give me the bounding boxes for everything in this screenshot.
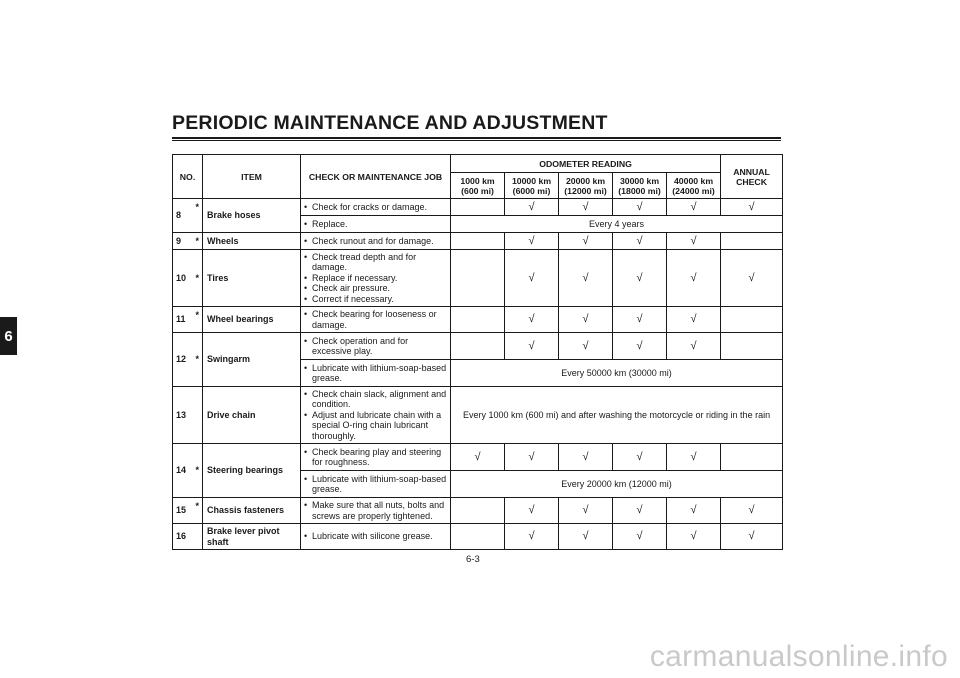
- job-line: • Check operation and for excessive play.: [304, 336, 448, 357]
- check-cell: [721, 233, 783, 250]
- header-interval: 30000 km (18000 mi): [613, 173, 667, 199]
- item-name: Chassis fasteners: [203, 498, 301, 524]
- item-name: Steering bearings: [203, 444, 301, 498]
- check-mark: √: [505, 250, 559, 307]
- table-row: [173, 498, 783, 524]
- check-mark: √: [505, 524, 559, 550]
- check-mark: √: [505, 333, 559, 360]
- check-mark: √: [505, 444, 559, 471]
- check-mark: √: [505, 233, 559, 250]
- check-mark: √: [613, 199, 667, 216]
- check-mark: √: [721, 250, 783, 307]
- check-mark: √: [559, 307, 613, 333]
- check-mark: √: [451, 444, 505, 471]
- job-line: • Check air pressure.: [304, 283, 448, 293]
- row-number: 9: [173, 233, 193, 250]
- header-annual: [721, 155, 783, 199]
- check-mark: √: [559, 199, 613, 216]
- item-name: Drive chain: [203, 387, 301, 444]
- header-annual-text: ANNUAL CHECK: [733, 166, 770, 187]
- header-job: CHECK OR MAINTENANCE JOB: [301, 155, 451, 199]
- item-name: Wheels: [203, 233, 301, 250]
- row-number: 16: [173, 524, 193, 550]
- interval-span: Every 1000 km (600 mi) and after washing the motorcycle or riding in the rain: [451, 387, 783, 444]
- title-rule: [172, 137, 781, 141]
- header-interval: 20000 km (12000 mi): [559, 173, 613, 199]
- job-line: • Make sure that all nuts, bolts and screws are properly tightened.: [304, 500, 448, 521]
- check-mark: √: [559, 524, 613, 550]
- item-name: Tires: [203, 250, 301, 307]
- interval-span: Every 20000 km (12000 mi): [451, 471, 783, 498]
- job-line: • Correct if necessary.: [304, 294, 448, 304]
- job-cell: [301, 471, 451, 498]
- job-line: • Replace if necessary.: [304, 273, 448, 283]
- check-mark: √: [667, 199, 721, 216]
- check-cell: [451, 250, 505, 307]
- header-interval: 10000 km (6000 mi): [505, 173, 559, 199]
- job-line: • Lubricate with lithium-soap-based grease.: [304, 474, 448, 495]
- header-item: ITEM: [203, 155, 301, 199]
- check-mark: √: [721, 199, 783, 216]
- asterisk-mark: [193, 387, 203, 444]
- check-mark: √: [559, 333, 613, 360]
- table-row: [173, 250, 783, 307]
- check-mark: √: [667, 333, 721, 360]
- job-cell: [301, 199, 451, 216]
- check-cell: [721, 307, 783, 333]
- check-cell: [721, 444, 783, 471]
- check-mark: √: [559, 444, 613, 471]
- job-cell: [301, 250, 451, 307]
- check-mark: √: [613, 250, 667, 307]
- row-number: 11: [173, 307, 193, 333]
- table-row: [173, 387, 783, 444]
- job-line: • Check bearing for looseness or damage.: [304, 309, 448, 330]
- job-line: • Lubricate with lithium-soap-based grease.: [304, 363, 448, 384]
- header-interval: 40000 km (24000 mi): [667, 173, 721, 199]
- job-cell: [301, 233, 451, 250]
- header-odometer: ODOMETER READING: [451, 155, 721, 173]
- table-row: [173, 333, 783, 360]
- table-row: [173, 444, 783, 471]
- check-cell: [721, 333, 783, 360]
- check-mark: √: [667, 307, 721, 333]
- job-line: • Replace.: [304, 219, 448, 229]
- interval-span: Every 50000 km (30000 mi): [451, 360, 783, 387]
- row-number: 14: [173, 444, 193, 498]
- page-number: 6-3: [466, 554, 480, 565]
- asterisk-mark: *: [193, 307, 203, 333]
- job-line: • Lubricate with silicone grease.: [304, 531, 448, 541]
- check-mark: √: [613, 307, 667, 333]
- header-no: NO.: [173, 155, 203, 199]
- row-number: 8: [173, 199, 193, 233]
- watermark[interactable]: carmanualsonline.info: [649, 640, 948, 673]
- job-line: • Check runout and for damage.: [304, 236, 448, 246]
- check-cell: [451, 498, 505, 524]
- asterisk-mark: *: [193, 233, 203, 250]
- check-mark: √: [559, 498, 613, 524]
- row-number: 15: [173, 498, 193, 524]
- asterisk-mark: *: [193, 199, 203, 233]
- check-cell: [451, 307, 505, 333]
- interval-span: Every 4 years: [451, 216, 783, 233]
- check-mark: √: [667, 498, 721, 524]
- header-interval: 1000 km (600 mi): [451, 173, 505, 199]
- job-line: • Check tread depth and for damage.: [304, 252, 448, 273]
- check-mark: √: [613, 233, 667, 250]
- check-mark: √: [667, 250, 721, 307]
- asterisk-mark: *: [193, 498, 203, 524]
- asterisk-mark: *: [193, 333, 203, 387]
- table-row: [173, 199, 783, 216]
- job-cell: [301, 387, 451, 444]
- check-mark: √: [505, 199, 559, 216]
- check-mark: √: [613, 498, 667, 524]
- table-row: [173, 233, 783, 250]
- check-cell: [451, 199, 505, 216]
- check-mark: √: [613, 333, 667, 360]
- job-cell: [301, 216, 451, 233]
- job-line: • Check bearing play and steering for roughness.: [304, 447, 448, 468]
- row-number: 13: [173, 387, 193, 444]
- check-mark: √: [667, 444, 721, 471]
- check-mark: √: [505, 307, 559, 333]
- check-cell: [451, 233, 505, 250]
- asterisk-mark: [193, 524, 203, 550]
- maintenance-table: [172, 154, 783, 550]
- table-row: [173, 524, 783, 550]
- table-row: [173, 307, 783, 333]
- job-cell: [301, 333, 451, 360]
- item-name: Brake hoses: [203, 199, 301, 233]
- job-cell: [301, 524, 451, 550]
- job-cell: [301, 498, 451, 524]
- check-mark: √: [559, 233, 613, 250]
- asterisk-mark: *: [193, 250, 203, 307]
- job-cell: [301, 307, 451, 333]
- check-mark: √: [721, 524, 783, 550]
- check-mark: √: [613, 444, 667, 471]
- job-cell: [301, 360, 451, 387]
- item-name: Swingarm: [203, 333, 301, 387]
- asterisk-mark: *: [193, 444, 203, 498]
- check-mark: √: [505, 498, 559, 524]
- row-number: 12: [173, 333, 193, 387]
- item-name: Brake lever pivot shaft: [203, 524, 301, 550]
- check-mark: √: [559, 250, 613, 307]
- row-number: 10: [173, 250, 193, 307]
- job-line: • Check for cracks or damage.: [304, 202, 448, 212]
- page-title: PERIODIC MAINTENANCE AND ADJUSTMENT: [172, 112, 608, 134]
- check-cell: [451, 524, 505, 550]
- check-mark: √: [721, 498, 783, 524]
- job-cell: [301, 444, 451, 471]
- check-cell: [451, 333, 505, 360]
- check-mark: √: [667, 233, 721, 250]
- check-mark: √: [613, 524, 667, 550]
- job-line: • Adjust and lubricate chain with a special O-ring chain lubricant thoroughly.: [304, 410, 448, 441]
- check-mark: √: [667, 524, 721, 550]
- item-name: Wheel bearings: [203, 307, 301, 333]
- chapter-tab: 6: [0, 317, 17, 355]
- job-line: • Check chain slack, alignment and condition.: [304, 389, 448, 410]
